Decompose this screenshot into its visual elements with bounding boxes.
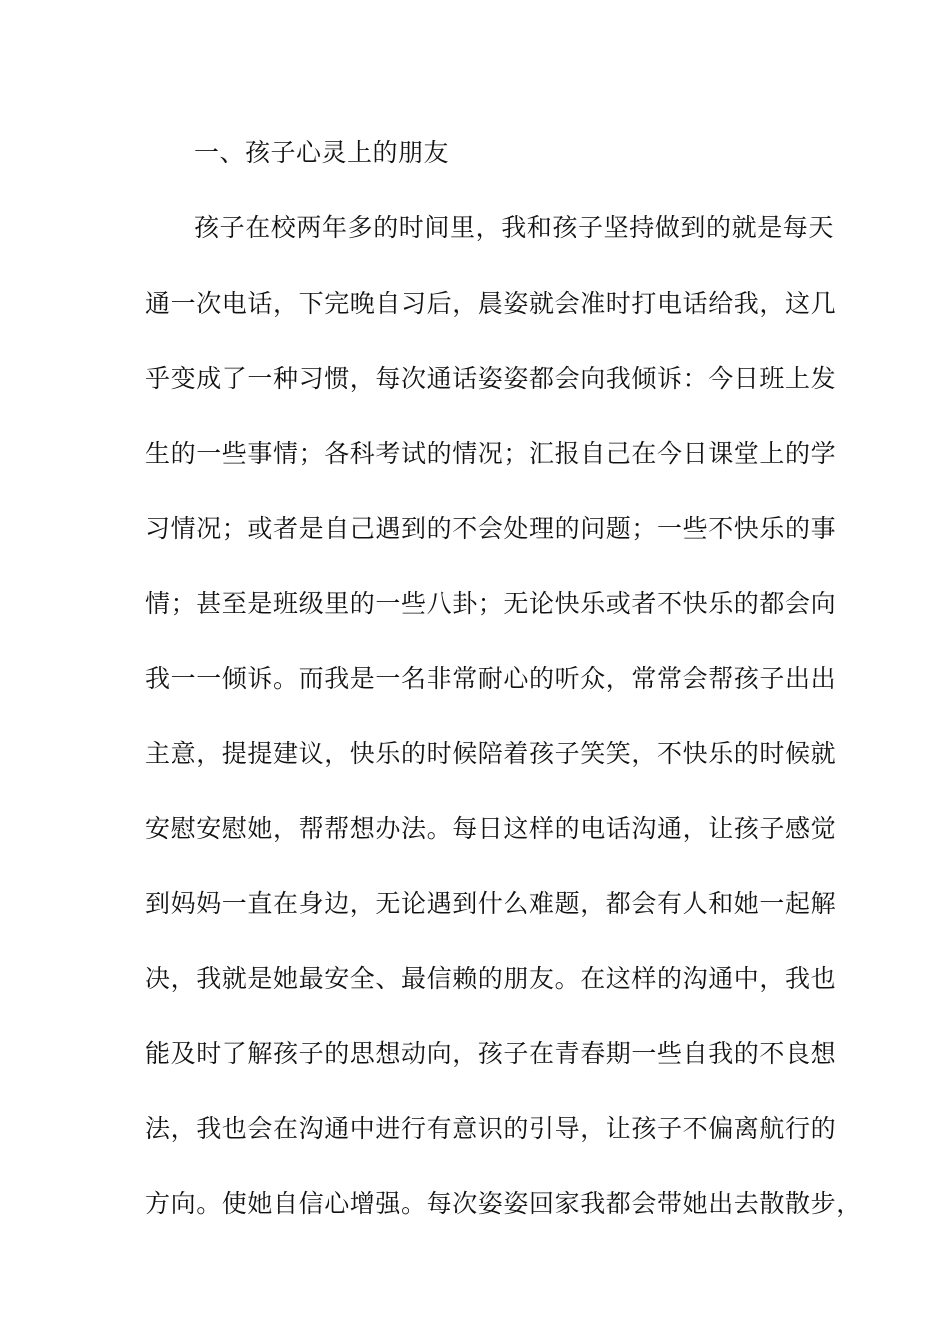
paragraph-line: 情；甚至是班级里的一些八卦；无论快乐或者不快乐的都会向 xyxy=(145,589,837,618)
paragraph-line: 主意，提提建议，快乐的时候陪着孩子笑笑，不快乐的时候就 xyxy=(145,739,837,768)
paragraph-line: 生的一些事情；各科考试的情况；汇报自己在今日课堂上的学 xyxy=(145,439,837,468)
paragraph-line: 到妈妈一直在身边，无论遇到什么难题，都会有人和她一起解 xyxy=(145,889,837,918)
section-heading: 一、孩子心灵上的朋友 xyxy=(194,138,450,167)
paragraph-line: 乎变成了一种习惯，每次通话姿姿都会向我倾诉：今日班上发 xyxy=(145,364,837,393)
paragraph-line: 通一次电话，下完晚自习后，晨姿就会准时打电话给我，这几 xyxy=(145,289,837,318)
paragraph-line: 决，我就是她最安全、最信赖的朋友。在这样的沟通中，我也 xyxy=(145,964,837,993)
paragraph-line: 我一一倾诉。而我是一名非常耐心的听众，常常会帮孩子出出 xyxy=(145,664,837,693)
paragraph-line: 法，我也会在沟通中进行有意识的引导，让孩子不偏离航行的 xyxy=(145,1114,837,1143)
paragraph-line: 方向。使她自信心增强。每次姿姿回家我都会带她出去散散步， xyxy=(145,1189,862,1218)
paragraph-line: 能及时了解孩子的思想动向，孩子在青春期一些自我的不良想 xyxy=(145,1039,837,1068)
paragraph-line: 安慰安慰她，帮帮想办法。每日这样的电话沟通，让孩子感觉 xyxy=(145,814,837,843)
paragraph-line: 习情况；或者是自己遇到的不会处理的问题；一些不快乐的事 xyxy=(145,514,837,543)
paragraph-line: 孩子在校两年多的时间里，我和孩子坚持做到的就是每天 xyxy=(194,213,835,242)
